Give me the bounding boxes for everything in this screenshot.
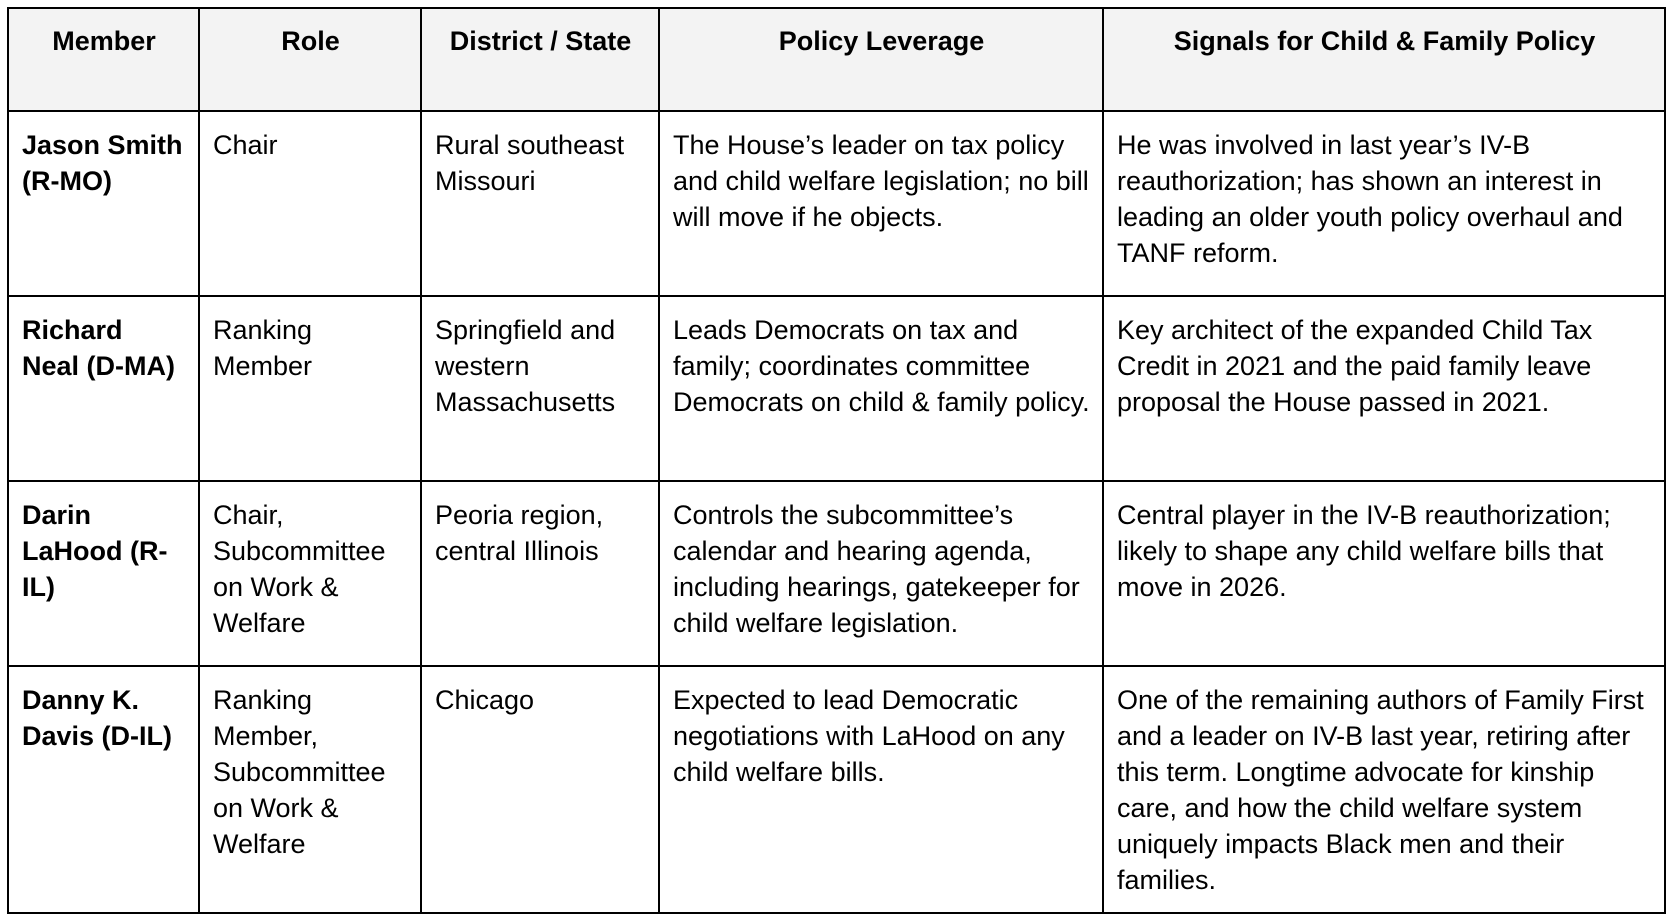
- signals-cell: One of the remaining authors of Family First and a leader on IV-B last year, retiring after this term. Longtime advocate for kinship care, and how the child welfare system uniquely impacts Black men and their families.: [1103, 666, 1665, 913]
- role-cell: Chair, Subcommittee on Work & Welfare: [199, 481, 421, 666]
- table-container: [7, 7, 1666, 914]
- header-role: Role: [199, 8, 421, 111]
- header-signals: Signals for Child & Family Policy: [1103, 8, 1665, 111]
- table-row: [8, 111, 1665, 296]
- signals-cell: Key architect of the expanded Child Tax Credit in 2021 and the paid family leave proposal the House passed in 2021.: [1103, 296, 1665, 481]
- role-cell: Ranking Member: [199, 296, 421, 481]
- header-member: Member: [8, 8, 199, 111]
- table-row: [8, 296, 1665, 481]
- table-row: [8, 666, 1665, 913]
- table-body: [8, 111, 1665, 913]
- leverage-cell: The House’s leader on tax policy and child welfare legislation; no bill will move if he objects.: [659, 111, 1103, 296]
- district-cell: Springfield and western Massachusetts: [421, 296, 659, 481]
- leverage-cell: Controls the subcommittee’s calendar and hearing agenda, including hearings, gatekeeper for child welfare legislation.: [659, 481, 1103, 666]
- district-cell: Rural southeast Missouri: [421, 111, 659, 296]
- member-cell: Richard Neal (D-MA): [8, 296, 199, 481]
- district-cell: Peoria region, central Illinois: [421, 481, 659, 666]
- header-policy-leverage: Policy Leverage: [659, 8, 1103, 111]
- committee-members-table: [7, 7, 1666, 914]
- role-cell: Chair: [199, 111, 421, 296]
- signals-cell: Central player in the IV-B reauthorization; likely to shape any child welfare bills that move in 2026.: [1103, 481, 1665, 666]
- table-header: [8, 8, 1665, 111]
- role-cell: Ranking Member, Subcommittee on Work & Welfare: [199, 666, 421, 913]
- leverage-cell: Leads Democrats on tax and family; coordinates committee Democrats on child & family policy.: [659, 296, 1103, 481]
- signals-cell: He was involved in last year’s IV-B reauthorization; has shown an interest in leading an older youth policy overhaul and TANF reform.: [1103, 111, 1665, 296]
- header-district: District / State: [421, 8, 659, 111]
- member-cell: Darin LaHood (R-IL): [8, 481, 199, 666]
- header-row: [8, 8, 1665, 111]
- member-cell: Danny K. Davis (D-IL): [8, 666, 199, 913]
- leverage-cell: Expected to lead Democratic negotiations with LaHood on any child welfare bills.: [659, 666, 1103, 913]
- table-row: [8, 481, 1665, 666]
- district-cell: Chicago: [421, 666, 659, 913]
- member-cell: Jason Smith (R-MO): [8, 111, 199, 296]
